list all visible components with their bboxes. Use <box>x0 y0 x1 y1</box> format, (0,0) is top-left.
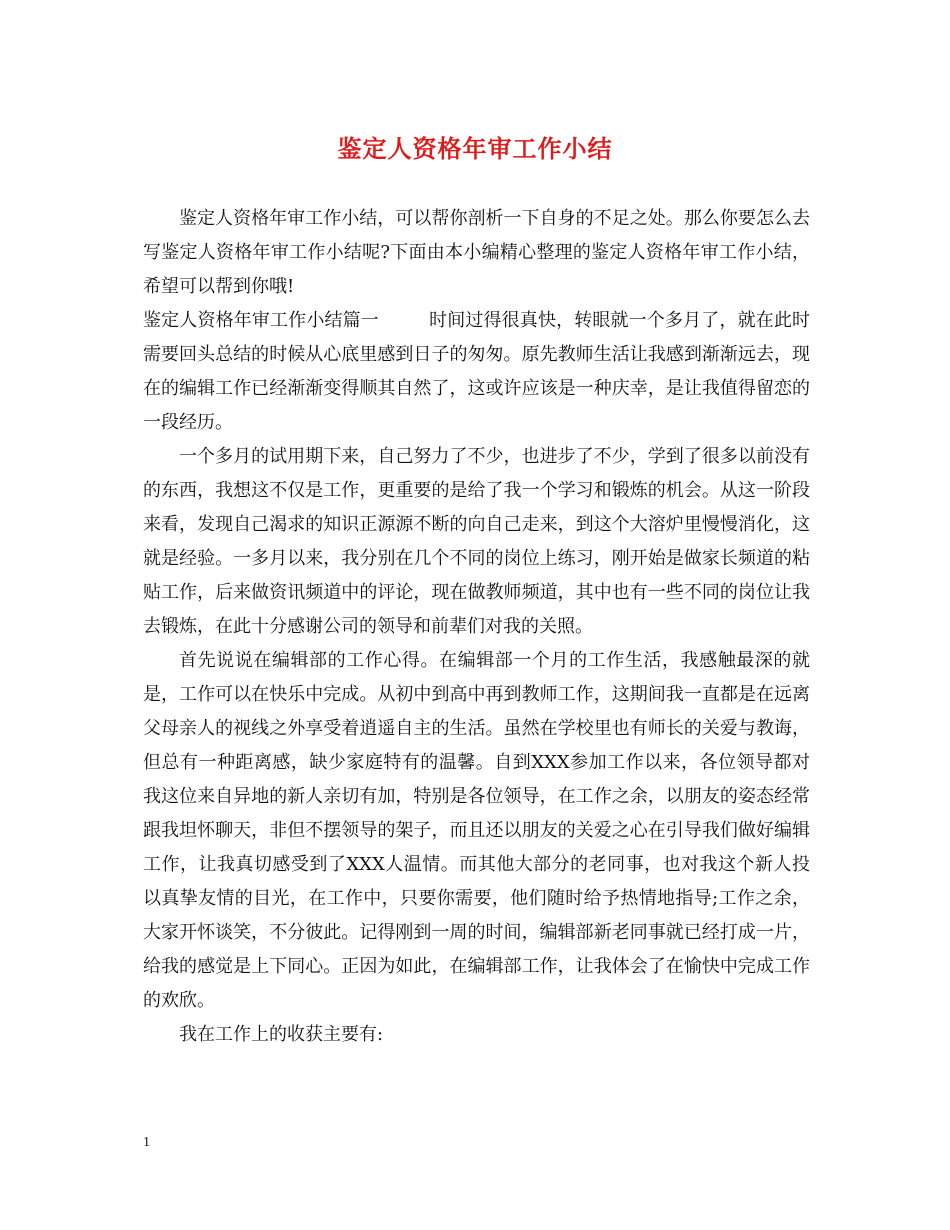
section-paragraph <box>143 304 810 440</box>
document-title: 鉴定人资格年审工作小结 <box>337 134 613 163</box>
intro-paragraph: 鉴定人资格年审工作小结，可以帮你剖析一下自身的不足之处。那么你要怎么去写鉴定人资格年审工作小结呢?下面由本小编精心整理的鉴定人资格年审工作小结，希望可以帮到你哦! <box>143 208 810 297</box>
section-first-text: 时间过得很真快，转眼就一个多月了，就在此时需要回头总结的时候从心底里感到日子的匆匆。原先教师生活让我感到渐渐远去，现在的编辑工作已经渐渐变得顺其自然了，这或许应该是一种庆幸，是让我值得留恋的一段经历。 <box>143 310 811 433</box>
document-body <box>143 202 810 1052</box>
paragraph-2: 一个多月的试用期下来，自己努力了不少，也进步了不少，学到了很多以前没有的东西，我想这不仅是工作，更重要的是给了我一个学习和锻炼的机会。从这一阶段来看，发现自己渴求的知识正源源不断的向自己走来，到这个大溶炉里慢慢消化，这就是经验。一多月以来，我分别在几个不同的岗位上练习，刚开始是做家长频道的粘贴工作，后来做资讯频道中的评论，现在做教师频道，其中也有一些不同的岗位让我去锻炼，在此十分感谢公司的领导和前辈们对我的关照。 <box>143 446 810 637</box>
section-heading: 鉴定人资格年审工作小结篇一 <box>143 310 379 331</box>
page-number: 1 <box>143 1135 150 1150</box>
paragraph-3: 首先说说在编辑部的工作心得。在编辑部一个月的工作生活，我感触最深的就是，工作可以在快乐中完成。从初中到高中再到教师工作，这期间我一直都是在远离父母亲人的视线之外享受着逍遥自主的生活。虽然在学校里也有师长的关爱与教诲，但总有一种距离感，缺少家庭特有的温馨。自到XXX参加工作以来，各位领导都对我这位来自异地的新人亲切有加，特别是各位领导，在工作之余，以朋友的姿态经常跟我坦怀聊天，非但不摆领导的架子，而且还以朋友的关爱之心在引导我们做好编辑工作，让我真切感受到了XXX人温情。而其他大部分的老同事，也对我这个新人投以真挚友情的目光，在工作中，只要你需要，他们随时给予热情地指导;工作之余，大家开怀谈笑，不分彼此。记得刚到一周的时间，编辑部新老同事就已经打成一片，给我的感觉是上下同心。正因为如此，在编辑部工作，让我体会了在愉快中完成工作的欢欣。 <box>143 650 810 1011</box>
paragraph-4: 我在工作上的收获主要有: <box>179 1024 384 1045</box>
